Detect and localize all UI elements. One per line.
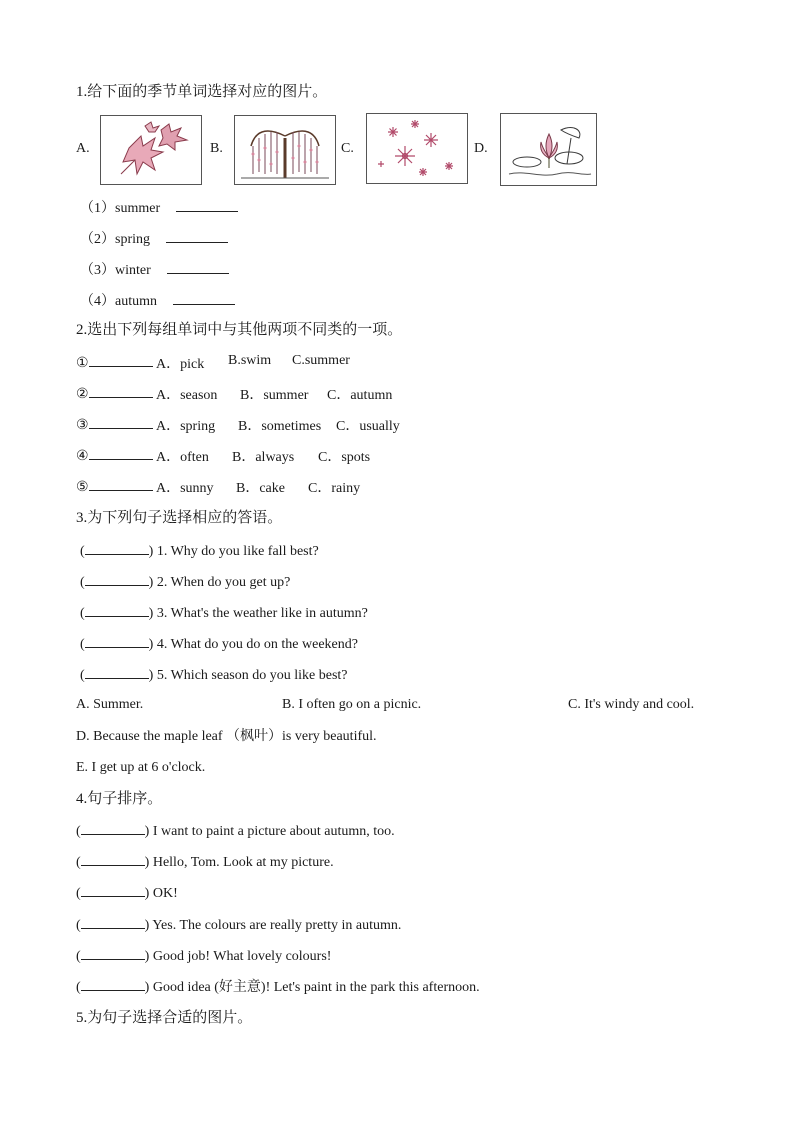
q3-question-3: ( ) 3. What's the weather like in autumn? [80, 603, 368, 623]
answer-blank[interactable] [81, 915, 145, 929]
q3-question-4: ( ) 4. What do you do on the weekend? [80, 634, 358, 654]
option-label-a: A. [76, 141, 90, 156]
answer-blank[interactable] [85, 541, 149, 555]
lotus-pond-icon [500, 113, 597, 186]
option-label-b: B. [210, 141, 223, 156]
q3-answer-e: E. I get up at 6 o'clock. [76, 760, 206, 775]
q3-answer-d: D. Because the maple leaf （枫叶）is very beautiful. [76, 729, 377, 744]
q5-title: 5.为句子选择合适的图片。 [76, 1010, 253, 1026]
q2-row-4-option-b: B．always [232, 450, 295, 465]
q2-row-4: ④ [76, 446, 153, 465]
answer-blank[interactable] [85, 572, 149, 586]
q2-row-3: ③ [76, 415, 153, 434]
q2-row-5: ⑤ [76, 477, 153, 496]
q1-item-1: （1）summer [80, 198, 238, 218]
q2-row-5-option-a: A．sunny [156, 481, 214, 496]
q3-title: 3.为下列句子选择相应的答语。 [76, 510, 283, 526]
snowflakes-icon [366, 113, 468, 184]
answer-blank[interactable] [89, 415, 153, 429]
q3-answer-c: C. It's windy and cool. [568, 697, 695, 712]
answer-blank[interactable] [89, 384, 153, 398]
q3-question-1: ( ) 1. Why do you like fall best? [80, 541, 319, 561]
answer-blank[interactable] [89, 477, 153, 491]
q2-row-1: ① [76, 353, 153, 372]
q3-answer-a: A. Summer. [76, 697, 144, 712]
q2-row-4-option-c: C．spots [318, 450, 371, 465]
answer-blank[interactable] [85, 665, 149, 679]
maple-leaves-icon [100, 115, 202, 185]
q4-title: 4.句子排序。 [76, 791, 163, 807]
q2-row-3-option-a: A．spring [156, 419, 216, 434]
option-label-d: D. [474, 141, 488, 156]
answer-blank[interactable] [167, 260, 229, 274]
q4-sentence-2: ( ) Hello, Tom. Look at my picture. [76, 852, 334, 872]
q2-row-1-option-a: A．pick [156, 357, 205, 372]
q4-sentence-1: ( ) I want to paint a picture about autumn, too. [76, 821, 395, 841]
answer-blank[interactable] [166, 229, 228, 243]
q1-item-2: （2）spring [80, 229, 228, 249]
q2-row-2: ② [76, 384, 153, 403]
answer-blank[interactable] [89, 353, 153, 367]
q4-sentence-5: ( ) Good job! What lovely colours! [76, 946, 331, 966]
answer-blank[interactable] [81, 852, 145, 866]
q2-row-5-option-c: C．rainy [308, 481, 361, 496]
answer-blank[interactable] [176, 198, 238, 212]
answer-blank[interactable] [85, 603, 149, 617]
answer-blank[interactable] [85, 634, 149, 648]
q3-question-2: ( ) 2. When do you get up? [80, 572, 290, 592]
answer-blank[interactable] [81, 946, 145, 960]
answer-blank[interactable] [173, 291, 235, 305]
q2-row-1-option-b: B.swim [228, 353, 272, 368]
option-label-c: C. [341, 141, 354, 156]
q2-row-3-option-c: C．usually [336, 419, 400, 434]
willow-tree-icon [234, 115, 336, 185]
q2-row-1-option-c: C.summer [292, 353, 350, 368]
q4-sentence-4: ( ) Yes. The colours are really pretty in autumn. [76, 915, 401, 935]
q2-row-2-option-c: C．autumn [327, 388, 393, 403]
q4-sentence-3: ( ) OK! [76, 883, 178, 903]
q4-sentence-6: ( ) Good idea (好主意)! Let's paint in the park this afternoon. [76, 977, 480, 997]
q2-row-2-option-a: A．season [156, 388, 218, 403]
q1-title: 1.给下面的季节单词选择对应的图片。 [76, 84, 328, 100]
q2-row-2-option-b: B．summer [240, 388, 309, 403]
answer-blank[interactable] [81, 883, 145, 897]
q2-row-3-option-b: B．sometimes [238, 419, 322, 434]
q3-question-5: ( ) 5. Which season do you like best? [80, 665, 348, 685]
answer-blank[interactable] [81, 821, 145, 835]
answer-blank[interactable] [81, 977, 145, 991]
q2-row-5-option-b: B．cake [236, 481, 285, 496]
q2-title: 2.选出下列每组单词中与其他两项不同类的一项。 [76, 322, 403, 338]
q1-item-4: （4）autumn [80, 291, 235, 311]
q1-item-3: （3）winter [80, 260, 229, 280]
q2-row-4-option-a: A．often [156, 450, 209, 465]
answer-blank[interactable] [89, 446, 153, 460]
q3-answer-b: B. I often go on a picnic. [282, 697, 422, 712]
